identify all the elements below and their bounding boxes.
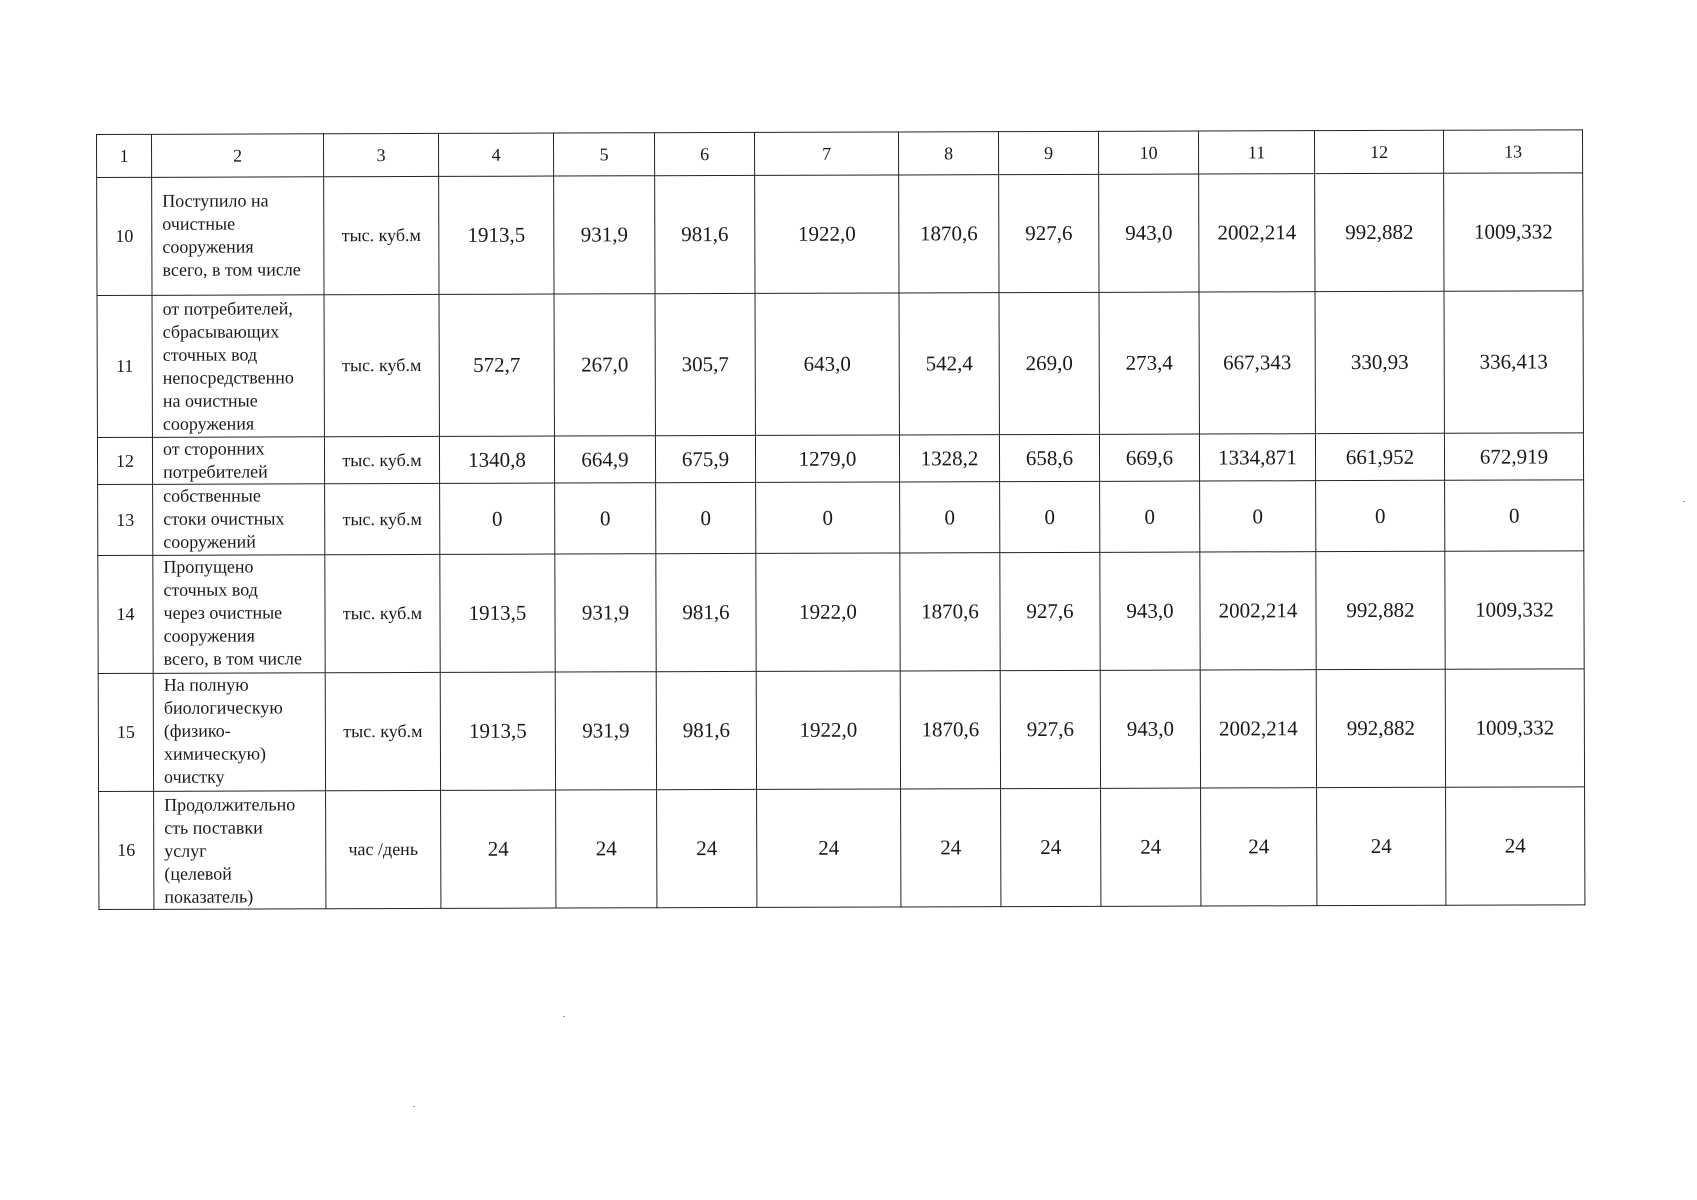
value-cell: 1913,5	[440, 554, 555, 672]
value-cell: 336,413	[1444, 291, 1583, 433]
value-cell: 1340,8	[439, 436, 554, 483]
row-number-cell: 12	[97, 437, 152, 484]
value-cell: 943,0	[1100, 552, 1200, 670]
row-number-cell: 16	[99, 791, 154, 909]
table-row	[98, 480, 1584, 556]
value-cell: 542,4	[899, 293, 999, 435]
value-cell: 1009,332	[1444, 173, 1583, 291]
unit-cell: тыс. куб.м	[325, 672, 440, 790]
header-cell: 2	[152, 134, 324, 178]
value-cell: 1009,332	[1445, 669, 1584, 787]
value-cell: 24	[757, 789, 901, 907]
value-cell: 330,93	[1315, 291, 1444, 433]
value-cell: 672,919	[1444, 433, 1583, 480]
value-cell: 0	[440, 483, 555, 554]
value-cell: 931,9	[554, 176, 655, 294]
value-cell: 1328,2	[899, 435, 999, 482]
value-cell: 273,4	[1099, 292, 1199, 434]
value-cell: 669,6	[1099, 434, 1199, 481]
value-cell: 1870,6	[900, 671, 1000, 789]
column-number-header-row	[97, 130, 1583, 178]
unit-cell: тыс. куб.м	[324, 176, 439, 294]
header-cell: 13	[1443, 130, 1582, 173]
value-cell: 0	[555, 483, 656, 554]
header-cell: 8	[898, 132, 998, 175]
value-cell: 0	[1000, 481, 1100, 552]
value-cell: 927,6	[1000, 670, 1100, 788]
row-number-cell: 15	[98, 673, 153, 791]
value-cell: 992,882	[1316, 669, 1445, 787]
value-cell: 305,7	[655, 293, 755, 435]
row-description-cell: Продолжительно сть поставки услуг (целевой показатель)	[154, 791, 326, 910]
value-cell: 1913,5	[440, 672, 555, 790]
header-cell: 12	[1314, 130, 1443, 173]
value-cell: 943,0	[1099, 174, 1199, 292]
header-cell: 11	[1198, 131, 1314, 174]
value-cell: 661,952	[1315, 433, 1444, 480]
value-cell: 24	[556, 790, 657, 908]
row-description-cell: На полную биологическую (физико- химическую) очистку	[153, 673, 325, 792]
value-cell: 1922,0	[755, 175, 899, 293]
header-cell: 1	[97, 134, 152, 177]
value-cell: 2002,214	[1200, 670, 1316, 788]
value-cell: 24	[441, 790, 556, 908]
value-cell: 643,0	[755, 293, 899, 435]
row-number-cell: 14	[98, 555, 153, 673]
value-cell: 931,9	[555, 554, 656, 672]
row-number-cell: 11	[97, 295, 152, 437]
header-cell: 4	[438, 133, 553, 176]
value-cell: 992,882	[1316, 551, 1445, 669]
value-cell: 658,6	[999, 434, 1099, 481]
value-cell: 981,6	[656, 553, 756, 671]
value-cell: 24	[1101, 788, 1201, 906]
row-description-cell: от потребителей, сбрасывающих сточных вод непосредственно на очистные сооружения	[152, 295, 324, 438]
value-cell: 931,9	[555, 672, 656, 790]
unit-cell: тыс. куб.м	[325, 483, 440, 554]
row-number-cell: 10	[97, 177, 152, 295]
value-cell: 269,0	[999, 292, 1099, 434]
value-cell: 664,9	[554, 436, 655, 483]
value-cell: 0	[1200, 481, 1316, 552]
value-cell: 1334,871	[1199, 434, 1315, 481]
value-cell: 981,6	[656, 671, 756, 789]
table-row	[98, 669, 1584, 792]
value-cell: 0	[1445, 480, 1584, 551]
unit-cell: тыс. куб.м	[324, 294, 439, 436]
value-cell: 2002,214	[1200, 552, 1316, 670]
table-row	[98, 551, 1584, 674]
value-cell: 1922,0	[756, 671, 900, 789]
scan-speck	[1683, 501, 1685, 502]
row-description-cell: Пропущено сточных вод через очистные сооружения всего, в том числе	[153, 555, 325, 674]
scan-speck	[563, 1016, 565, 1017]
row-description-cell: Поступило на очистные сооружения всего, в том числе	[152, 177, 324, 296]
value-cell: 981,6	[655, 175, 755, 293]
value-cell: 1913,5	[439, 176, 554, 294]
value-cell: 24	[1317, 787, 1446, 905]
unit-cell: тыс. куб.м	[325, 554, 440, 672]
unit-cell: час /день	[326, 790, 441, 908]
value-cell: 2002,214	[1199, 174, 1315, 292]
value-cell: 1870,6	[899, 175, 999, 293]
value-cell: 24	[657, 789, 757, 907]
value-cell: 24	[901, 789, 1001, 907]
value-cell: 667,343	[1199, 292, 1315, 434]
value-cell: 1922,0	[756, 553, 900, 671]
unit-cell: тыс. куб.м	[324, 436, 439, 483]
value-cell: 0	[656, 482, 756, 553]
row-description-cell: от сторонних потребителей	[152, 437, 324, 485]
value-cell: 1279,0	[755, 435, 899, 482]
wastewater-table	[96, 129, 1585, 910]
header-cell: 3	[324, 133, 439, 176]
value-cell: 572,7	[439, 294, 554, 436]
header-cell: 7	[754, 132, 898, 175]
scan-speck	[413, 1106, 415, 1107]
row-description-cell: собственные стоки очистных сооружений	[153, 484, 325, 556]
value-cell: 0	[900, 482, 1000, 553]
value-cell: 1870,6	[900, 553, 1000, 671]
row-number-cell: 13	[98, 484, 153, 555]
header-cell: 9	[998, 131, 1098, 174]
value-cell: 267,0	[554, 294, 655, 436]
value-cell: 0	[756, 482, 900, 553]
document-table-wrapper	[96, 129, 1584, 910]
value-cell: 675,9	[655, 435, 755, 482]
table-row	[97, 291, 1583, 438]
value-cell: 927,6	[1000, 552, 1100, 670]
header-cell: 6	[654, 132, 754, 175]
value-cell: 24	[1446, 787, 1585, 905]
value-cell: 0	[1100, 481, 1200, 552]
table-row	[97, 173, 1583, 296]
header-cell: 10	[1098, 131, 1198, 174]
value-cell: 943,0	[1100, 670, 1200, 788]
value-cell: 1009,332	[1445, 551, 1584, 669]
header-cell: 5	[553, 133, 654, 176]
value-cell: 927,6	[999, 174, 1099, 292]
value-cell: 992,882	[1315, 173, 1444, 291]
table-row	[99, 787, 1585, 910]
value-cell: 24	[1001, 788, 1101, 906]
table-row	[97, 433, 1583, 485]
value-cell: 24	[1201, 788, 1317, 906]
value-cell: 0	[1316, 480, 1445, 551]
